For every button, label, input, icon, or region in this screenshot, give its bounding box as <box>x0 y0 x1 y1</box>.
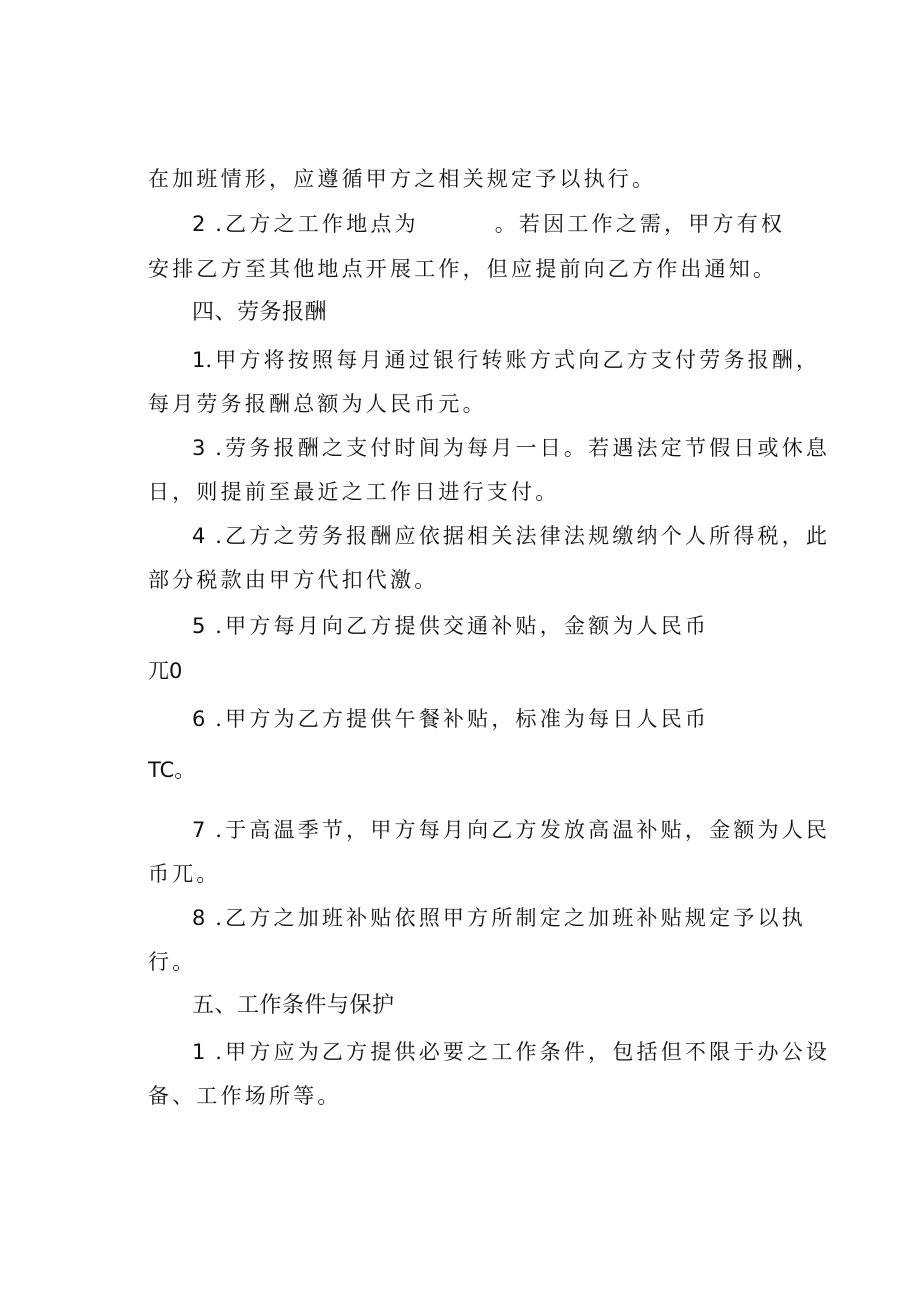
clause-continuation: 日，则提前至最近之工作日进行支付。 <box>148 480 560 504</box>
clause-text: .乙方之加班补贴依照甲方所制定之加班补贴规定予以执 <box>205 906 806 930</box>
clause-continuation: 兀0 <box>148 659 183 683</box>
clause-text: .于高温季节，甲方每月向乙方发放高温补贴，金额为人民 <box>205 818 831 842</box>
clause-continuation: 部分税款由甲方代扣代激。 <box>148 568 439 592</box>
clause-work-location <box>192 209 785 239</box>
clause-continuation: TC。 <box>148 758 196 782</box>
clause-text: .甲方应为乙方提供必要之工作条件，包括但不限于办公设 <box>205 1040 831 1064</box>
clause-number: 2 <box>192 212 206 236</box>
clause-number: 6 <box>192 707 206 731</box>
clause-number: 5 <box>192 614 206 638</box>
clause-text: .甲方每月向乙方提供交通补贴，金额为人民币 <box>205 614 710 638</box>
clause-number: 3 <box>192 436 206 460</box>
clause-text: .乙方之劳务报酬应依据相关法律法规缴纳个人所得税，此 <box>205 524 831 548</box>
clause-continuation: 安排乙方至其他地点开展工作，但应提前向乙方作出通知。 <box>148 257 778 281</box>
clause-text: 。若因工作之需，甲方有权 <box>494 212 786 236</box>
clause-text: .劳务报酬之支付时间为每月一日。若遇法定节假日或休息 <box>205 436 831 460</box>
body-text-line: 在加班情形，应遵循甲方之相关规定予以执行。 <box>148 167 657 191</box>
clause-text: .甲方将按照每月通过银行转账方式向乙方支付劳务报酬， <box>205 348 821 372</box>
clause-line <box>192 815 830 845</box>
clause-text: .乙方之工作地点为 <box>205 212 419 236</box>
clause-number: 7 <box>192 818 206 842</box>
clause-number: 8 <box>192 906 206 930</box>
clause-line <box>192 433 830 463</box>
clause-number: 4 <box>192 524 206 548</box>
clause-line <box>192 611 709 641</box>
clause-number: 1 <box>192 1040 206 1064</box>
clause-text: .甲方为乙方提供午餐补贴，标准为每日人民币 <box>205 707 710 731</box>
clause-continuation: 行。 <box>148 950 197 974</box>
clause-line <box>192 903 806 933</box>
clause-number: 1 <box>192 348 206 372</box>
clause-line <box>192 521 830 551</box>
clause-line <box>192 704 709 734</box>
clause-continuation: 每月劳务报酬总额为人民币元。 <box>148 392 487 416</box>
clause-continuation: 币兀。 <box>148 862 221 886</box>
section-heading-work-conditions: 五、工作条件与保护 <box>192 993 395 1018</box>
clause-line <box>192 345 820 375</box>
clause-continuation: 备、工作场所等。 <box>148 1084 342 1108</box>
section-heading-remuneration: 四、劳务报酬 <box>192 300 328 325</box>
clause-line <box>192 1037 830 1067</box>
